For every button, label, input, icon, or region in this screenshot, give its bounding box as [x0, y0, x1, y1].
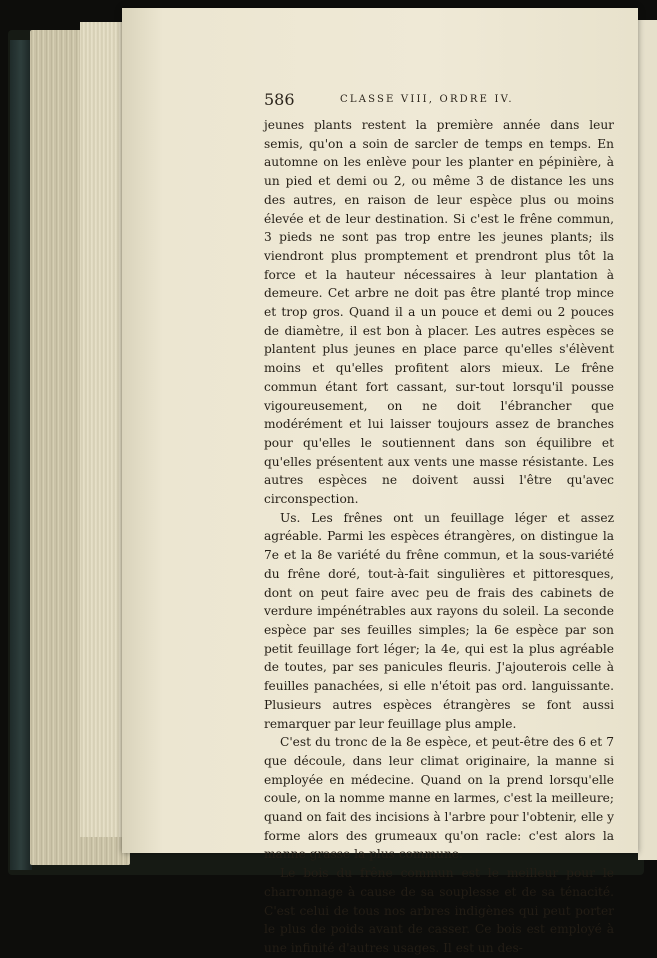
page-header: [264, 90, 594, 110]
book-spine: [10, 40, 32, 870]
next-page-edge: [638, 20, 657, 860]
paragraph: jeunes plants restent la première année dans leur semis, qu'on a soin de sarcler de temps en temps. En automne on les enlève pour les planter en pépinière, à un pied et demi ou 2, ou même 3 de distance les uns des autres, en raison de leur espèce plus ou moins élevée et de leur destination. Si c'est le frêne commun, 3 pieds ne sont pas trop entre les jeunes plants; ils viendront plus promptement et prendront plus tôt la force et la hauteur nécessaires à leur plantation à demeure. Cet arbre ne doit pas être planté trop mince et trop gros. Quand il a un pouce et demi ou 2 pouces de diamètre, il est bon à placer. Les autres espèces se plantent plus jeunes en place parce qu'elles s'élèvent moins et qu'elles profitent alors mieux. Le frêne commun étant fort cassant, sur-tout lorsqu'il pousse vigoureusement, on ne doit l'ébrancher que modérément et lui laisser toujours assez de branches pour qu'elles le soutiennent dans son équilibre et qu'elles présentent aux vents une masse résistante. Les autres espèces ne doivent aussi l'être qu'avec circonspection.: [264, 118, 614, 507]
body-text: [264, 116, 614, 958]
paragraph: Le bois du frêne commun est le meilleur pour le charronnage à cause de sa souplesse et de sa ténacité. C'est celui de tous nos arbres indigènes qui peut porter le plus de poids avant de casser. Ce bois est employé à une infinité d'autres usages. Il est un des-: [264, 866, 614, 955]
running-head: CLASSE VIII, ORDRE IV.: [340, 94, 514, 105]
paragraph: C'est du tronc de la 8e espèce, et peut-être des 6 et 7 que découle, dans leur climat originaire, la manne si employée en médecine. Quand on la prend lorsqu'elle coule, on la nomme manne en larmes, c'est la meilleure; quand on fait des incisions à l'arbre pour l'obtenir, elle y forme alors des grumeaux qu'on racle: c'est alors la manne grasse la plus commune.: [264, 735, 614, 862]
page-number: 586: [264, 90, 295, 109]
paragraph: Us. Les frênes ont un feuillage léger et assez agréable. Parmi les espèces étrangères, on distingue la 7e et la 8e variété du frêne commun, et la sous-variété du frêne doré, tout-à-fait singulières et pittoresques, dont on peut faire avec peu de frais des cabinets de verdure impénétrables aux rayons du soleil. La seconde espèce par ses feuilles simples; la 6e espèce par son petit feuillage fort léger; la 4e, qui est la plus agréable de toutes, par ses panicules fleuris. J'ajouterois celle à feuilles panachées, si elle n'étoit pas ord. languissante. Plusieurs autres espèces étrangères se font aussi remarquer par leur feuillage plus ample.: [264, 510, 614, 731]
